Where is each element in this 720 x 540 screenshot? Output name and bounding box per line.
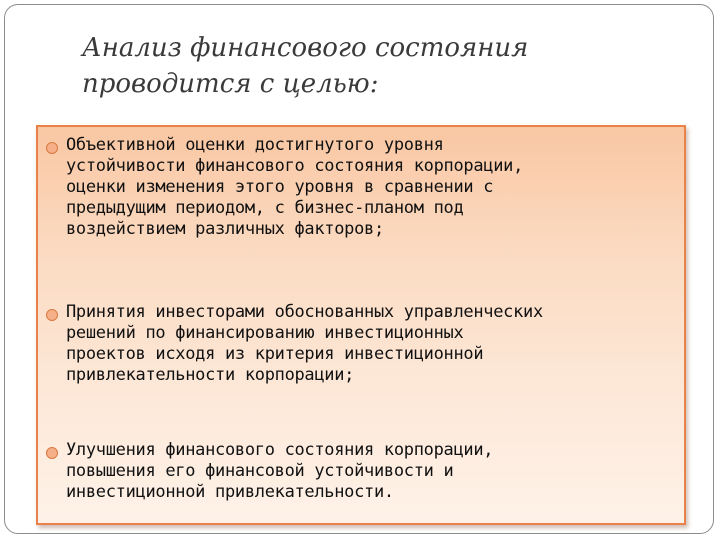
round-bullet-icon [46,309,58,321]
bullet-1-line-1: Объективной оценки достигнутого уровня [66,135,444,155]
title-line-1: Анализ финансового состояния [82,33,529,63]
slide-title [82,30,682,102]
bullet-1-line-3: оценки изменения этого уровня в сравнении с [66,177,494,197]
bullet-2-line-4: привлекательности корпорации; [66,365,355,385]
round-bullet-icon [46,447,58,459]
bullet-text-2 [66,302,682,386]
bullet-2-line-2: решений по финансированию инвестиционных [66,323,464,343]
bullet-2-line-1: Принятия инвесторами обоснованных управленческих [66,302,543,322]
bullet-3-line-1: Улучшения финансового состояния корпорации, [66,440,494,460]
bullet-1-line-5: воздействием различных факторов; [66,219,384,239]
bullet-1-line-2: устойчивости финансового состояния корпорации, [66,156,524,176]
bullet-3-line-3: инвестиционной привлекательности. [66,482,394,502]
bullet-text-3 [66,440,682,503]
content-box [36,125,686,525]
bullet-item-1 [46,135,682,240]
bullet-item-3 [46,440,682,503]
bullet-1-line-4: предыдущим периодом, с бизнес-планом под [66,198,464,218]
bullet-2-line-3: проектов исходя из критерия инвестиционной [66,344,484,364]
bullet-text-1 [66,135,682,240]
bullet-item-2 [46,302,682,386]
bullet-3-line-2: повышения его финансовой устойчивости и [66,461,454,481]
title-line-2: проводится с целью: [82,69,379,99]
round-bullet-icon [46,142,58,154]
